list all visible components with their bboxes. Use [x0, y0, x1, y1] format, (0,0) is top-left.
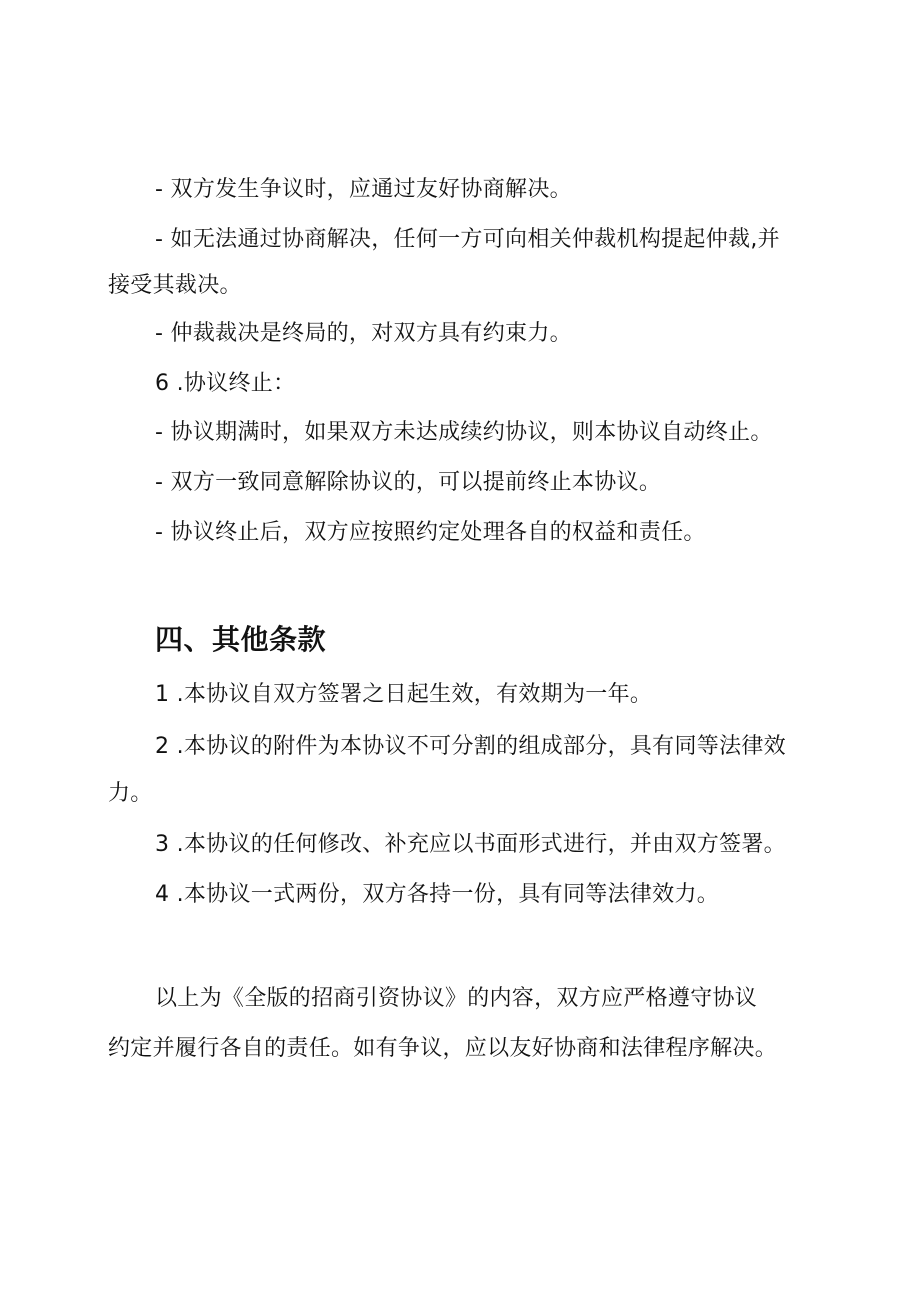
termination-item-1: - 协议期满时，如果双方未达成续约协议，则本协议自动终止。 — [155, 420, 773, 445]
clause-1: 1 .本协议自双方签署之日起生效，有效期为一年。 — [155, 682, 653, 707]
clause-2-continued: 力。 — [108, 781, 153, 806]
termination-item-3: - 协议终止后，双方应按照约定处理各自的权益和责任。 — [155, 520, 706, 545]
conclusion-line-2: 约定并履行各自的责任。如有争议，应以友好协商和法律程序解决。 — [108, 1036, 778, 1061]
clause-4: 4 .本协议一式两份，双方各持一份，具有同等法律效力。 — [155, 882, 720, 907]
dispute-item-3: - 仲裁裁决是终局的，对双方具有约束力。 — [155, 321, 572, 346]
dispute-item-2: - 如无法通过协商解决，任何一方可向相关仲裁机构提起仲裁,并 — [155, 227, 780, 252]
dispute-item-2-continued: 接受其裁决。 — [108, 273, 242, 298]
clause-3: 3 .本协议的任何修改、补充应以书面形式进行，并由双方签署。 — [155, 832, 786, 857]
section-heading-other-terms: 四、其他条款 — [155, 623, 327, 656]
dispute-item-1: - 双方发生争议时，应通过友好协商解决。 — [155, 177, 572, 202]
clause-2: 2 .本协议的附件为本协议不可分割的组成部分，具有同等法律效 — [155, 734, 786, 759]
termination-title: 6 .协议终止： — [155, 371, 296, 396]
termination-item-2: - 双方一致同意解除协议的，可以提前终止本协议。 — [155, 470, 662, 495]
conclusion-line-1: 以上为《全版的招商引资协议》的内容，双方应严格遵守协议 — [155, 986, 758, 1011]
